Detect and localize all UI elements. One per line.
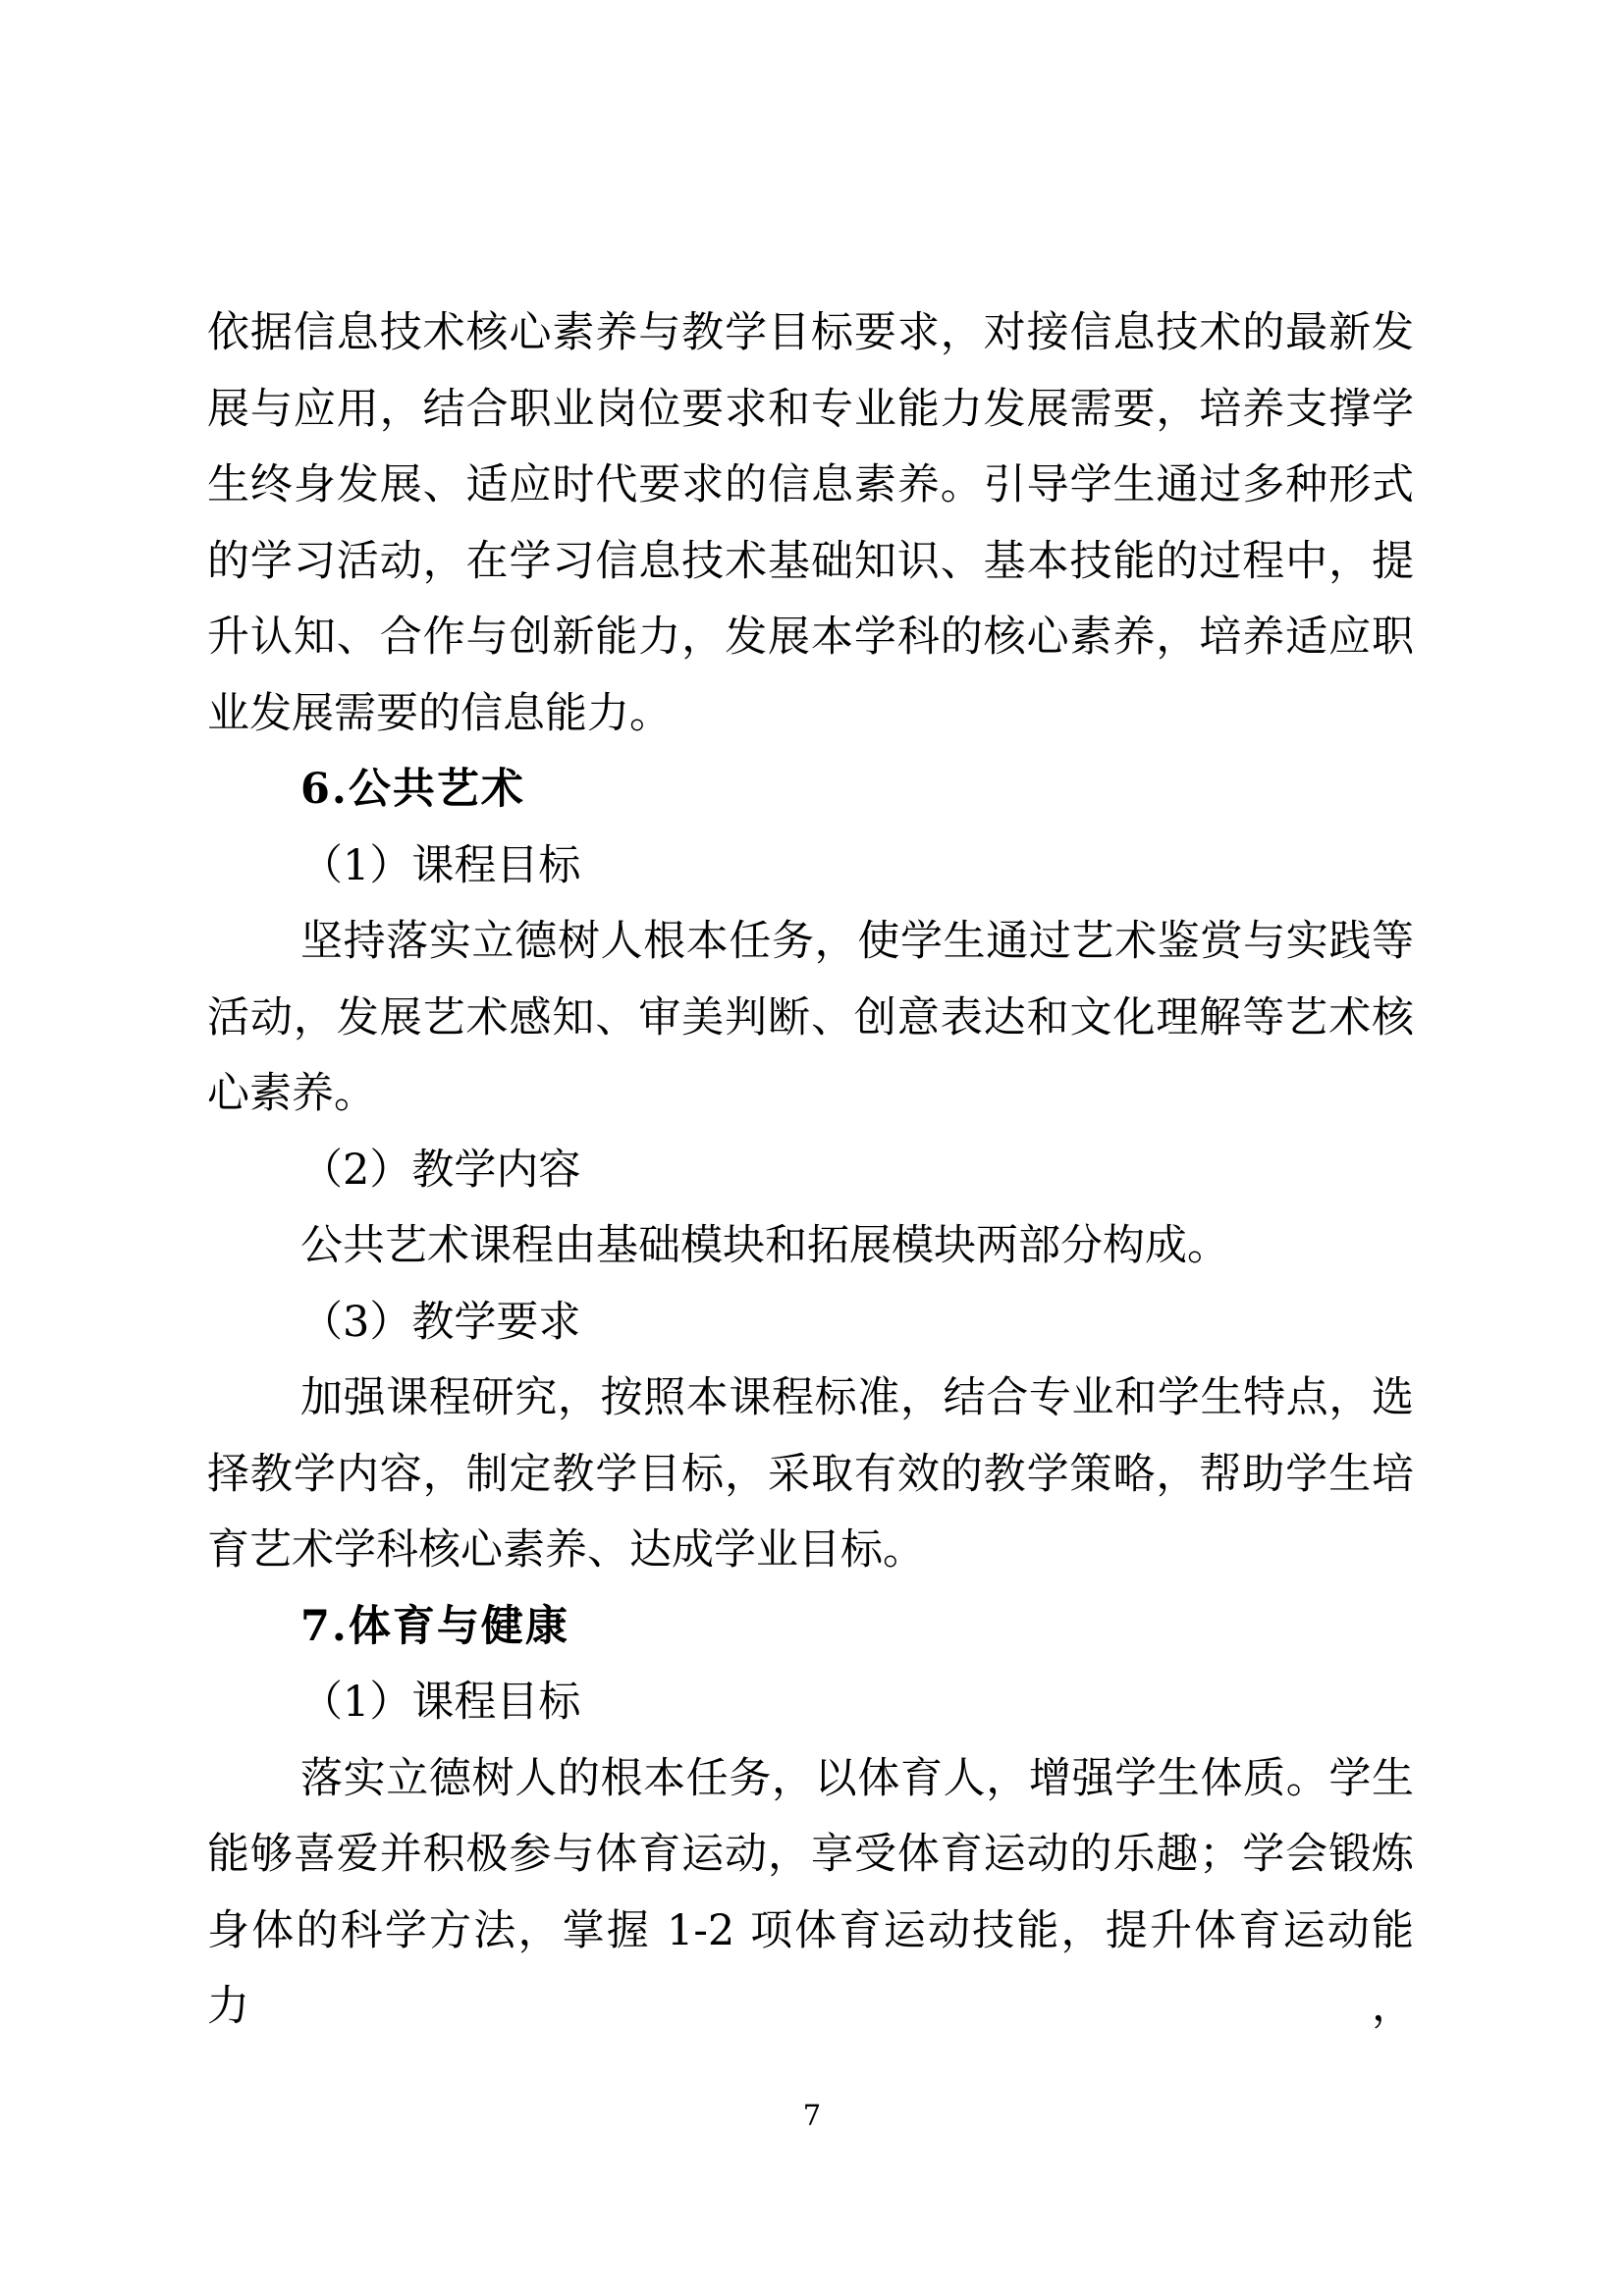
page-footer [0,2099,1624,2132]
body-text-line: 择教学内容，制定教学目标，采取有效的教学策略，帮助学生培 [207,1449,1414,1499]
body-text-line: 业发展需要的信息能力。 [207,688,672,738]
subsection-heading-line: （3）教学要求 [300,1297,581,1347]
body-text-line: 身体的科学方法，掌握 1-2 项体育运动技能，提升体育运动能力， [207,1905,1414,2031]
body-text-line: 活动，发展艺术感知、审美判断、创意表达和文化理解等艺术核 [207,992,1414,1042]
body-text-line: 公共艺术课程由基础模块和拓展模块两部分构成。 [300,1221,1229,1270]
body-text-line: 展与应用，结合职业岗位要求和专业能力发展需要，培养支撑学 [207,384,1414,434]
body-text-line: 落实立德树人的根本任务，以体育人，增强学生体质。学生 [300,1753,1414,1803]
heading-section-7-pe-health: 7.体育与健康 [300,1601,569,1651]
heading-section-6-public-art: 6.公共艺术 [300,765,525,814]
body-text-line: 升认知、合作与创新能力，发展本学科的核心素养，培养适应职 [207,613,1414,662]
body-text-line: 的学习活动，在学习信息技术基础知识、基本技能的过程中，提 [207,536,1414,586]
document-body [207,295,1414,2031]
body-text-line: 加强课程研究，按照本课程标准，结合专业和学生特点，选 [300,1373,1414,1422]
body-text-line: 生终身发展、适应时代要求的信息素养。引导学生通过多种形式 [207,460,1414,509]
subsection-heading-line: （1）课程目标 [300,1678,581,1727]
body-text-line: 依据信息技术核心素养与教学目标要求，对接信息技术的最新发 [207,308,1414,357]
subsection-heading-line: （2）教学内容 [300,1145,581,1195]
subsection-heading-line: （1）课程目标 [300,840,581,890]
body-text-line: 坚持落实立德树人根本任务，使学生通过艺术鉴赏与实践等 [300,917,1414,966]
body-text-line: 心素养。 [207,1069,376,1118]
page-number: 7 [802,2099,822,2132]
body-text-line: 能够喜爱并积极参与体育运动，享受体育运动的乐趣；学会锻炼 [207,1830,1414,1879]
body-text-line: 育艺术学科核心素养、达成学业目标。 [207,1525,925,1575]
